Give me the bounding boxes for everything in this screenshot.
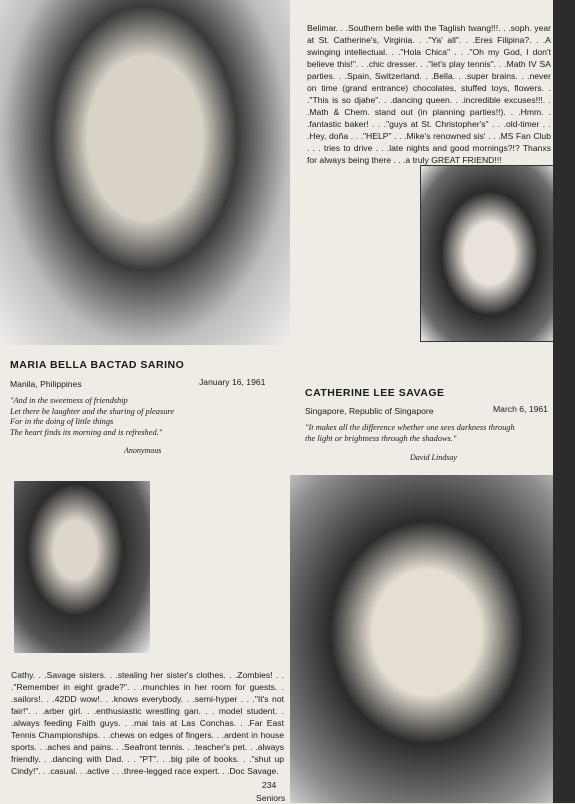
savage-quote-author: David Lindsay	[410, 453, 457, 462]
sarino-quote	[10, 396, 280, 438]
quote-line: the light or brightness through the shadows."	[305, 433, 457, 443]
quote-line: The heart finds its morning and is refreshed."	[10, 427, 163, 437]
savage-date: March 6, 1961	[493, 404, 548, 414]
quote-line: Let there be laughter and the sharing of pleasure	[10, 406, 175, 416]
page-gutter	[553, 0, 575, 803]
portrait-photo-sarino	[0, 0, 290, 345]
savage-bio: Cathy. . .Savage sisters. . .stealing her sister's clothes. . .Zombies! . . ."Remember in eight grade?". . .munchies in her room for guests. . .sailors!. . .42DD wow!. . .knows everybody. . .semi-hyper . . ."It's not fair!". . .arber girl. . .enthusiastic wrestling gan. . . model student. . .always feeding Faith guys. . .mai tais at Las Conchas. . .Far East Tennis Championships. . .chews on edges of fingers. . .ardent in house sports. . .aches and pains. . .Seafront tennis. . .teacher's pet. . .always friendly. . .dancing with Dad. . . "PT". . .big pile of books. . ."shut up Cindy!". . .casual. . .active . . .three-legged race expert. . .Doc Savage.	[11, 670, 284, 776]
savage-place: Singapore, Republic of Singapore	[305, 406, 434, 416]
section-label: Seniors	[256, 793, 286, 803]
sarino-date: January 16, 1961	[199, 377, 266, 387]
sarino-bio: Belimar. . .Southern belle with the Taglish twang!!!. . .soph. year at St. Catherine's, Virginia. . ."Ya' all". . .Eres Filipina?. . .A swinging intellectual. . ."Hola Chica" . . ."Oh my God, I don't believe this!". . .chic dresser. . ."let's play tennis". . .Math IV SA parties. . .Spain, Switzerland. . .Bella. . .super brains. . .never on time (grand entrance) chocolates, stuffed toys, flowers. . ."This is so djahe". . .dancing queen. . .incredible excuses!!!. . .Math & Chem. stand out (in planning parties!!). . .Hmm. . .fantastic baker! . . ."guys at St. Christopher's" . . .old-timer . . .Hey, doña . . ."HELP" . . .Mike's renowned sis' . . .MS Fan Club . . . tries to drive . . .late nights and good mornings?!? Thanxs for always being there . . .a truly GREAT FRIEND!!!	[307, 23, 551, 165]
portrait-photo-savage	[290, 475, 575, 803]
candid-photo-sarino	[420, 165, 559, 342]
savage-name: CATHERINE LEE SAVAGE	[305, 387, 445, 399]
quote-line: "And in the sweetness of friendship	[10, 396, 128, 405]
sarino-name: MARIA BELLA BACTAD SARINO	[10, 359, 185, 371]
page-number: 234	[262, 780, 277, 790]
quote-line: "It makes all the difference whether one sees darkness through	[305, 423, 515, 432]
quote-line: For in the doing of little things	[10, 417, 114, 426]
sarino-place: Manila, Philippines	[10, 379, 82, 389]
sarino-quote-author: Anonymous	[124, 446, 162, 455]
savage-quote	[305, 423, 555, 444]
candid-photo-savage	[14, 481, 150, 653]
